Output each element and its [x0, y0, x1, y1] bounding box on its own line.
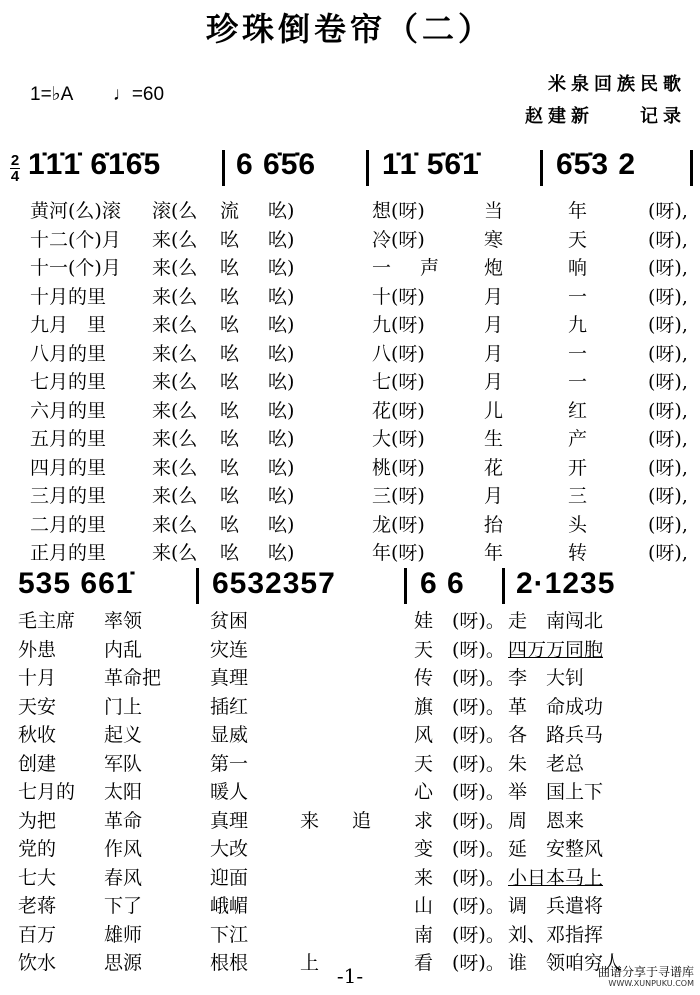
lyric-cell: 天安	[18, 695, 57, 718]
lyric-cell: (呀),	[648, 399, 688, 422]
lyric-cell: 九	[568, 314, 588, 336]
lyric-cell: (呀)。	[452, 752, 505, 775]
lyric-line	[0, 284, 700, 313]
lyric-cell: (呀),	[648, 285, 688, 308]
lyric-cell: (呀),	[648, 456, 688, 479]
lyric-cell: 吆)	[268, 542, 295, 564]
barline	[222, 150, 225, 186]
lyric-cell: (呀),	[648, 314, 688, 336]
lyric-cell: 作风	[104, 838, 143, 860]
lyric-cell: 五月的里	[30, 428, 107, 450]
lyric-cell: 滚(么	[152, 200, 198, 222]
lyric-cell: (呀),	[648, 542, 688, 564]
lyric-cell: (呀),	[648, 342, 688, 365]
lyric-cell: 真理	[210, 667, 249, 689]
lyric-cell: 吆)	[268, 257, 295, 279]
lyric-cell: 峨嵋	[210, 895, 249, 917]
lyric-cell: (呀)。	[452, 610, 505, 632]
lyric-cell: 来(么	[152, 228, 198, 251]
lyric-cell: 来(么	[152, 314, 198, 336]
lyric-line	[0, 779, 700, 808]
lyric-cell: 龙(呀)	[372, 513, 425, 536]
lyric-cell: 太阳	[104, 781, 143, 803]
lyric-cell: 生	[484, 428, 504, 450]
lyric-cell: 想(呀)	[372, 200, 425, 222]
lyric-cell: 月	[484, 285, 504, 308]
lyric-cell: 贫困	[210, 610, 249, 632]
lyric-cell: 革命把	[104, 667, 162, 689]
lyric-cell: 党的	[18, 838, 57, 860]
lyric-cell: 传	[414, 667, 434, 689]
lyric-cell: 第一	[210, 752, 249, 775]
lyric-cell: 迎面	[210, 866, 249, 889]
lyric-cell: 吆	[220, 342, 240, 365]
lyric-cell: 来	[300, 809, 320, 832]
lyric-cell: 年(呀)	[372, 542, 425, 564]
lyric-cell: (呀),	[648, 428, 688, 450]
lyric-cell: 四月的里	[30, 456, 107, 479]
lyric-cell: 天	[568, 228, 588, 251]
lyric-cell: 调 兵遣将	[508, 895, 604, 917]
lyric-cell: 黄河(么)滚	[30, 200, 121, 222]
lyric-line	[0, 865, 700, 894]
lyric-line	[0, 608, 700, 637]
lyric-line	[0, 426, 700, 455]
lyric-cell: 看	[414, 952, 434, 974]
lyric-cell: 七月的	[18, 781, 76, 803]
lyric-cell: 吆	[220, 285, 240, 308]
staff2-measure-4: 2·1235	[516, 567, 616, 600]
lyric-line	[0, 255, 700, 284]
lyric-cell: 花	[484, 456, 504, 479]
lyric-cell: 率领	[104, 610, 143, 632]
lyric-cell: 头	[568, 513, 588, 536]
lyric-cell: 来(么	[152, 399, 198, 422]
lyric-line	[0, 227, 700, 256]
lyric-cell: 朱 老总	[508, 752, 585, 775]
barline	[690, 150, 693, 186]
tempo-marking: ♩=60	[112, 84, 165, 105]
lyric-cell: 门上	[104, 695, 143, 718]
lyric-cell: 大改	[210, 838, 249, 860]
lyric-line	[0, 722, 700, 751]
lyric-cell: 风	[414, 724, 434, 746]
lyric-cell: (呀)。	[452, 838, 505, 860]
barline	[404, 568, 407, 604]
lyric-cell: 七大	[18, 866, 57, 889]
lyric-cell: 八月的里	[30, 342, 107, 365]
lyric-cell: 七(呀)	[372, 371, 425, 393]
lyric-cell: 月	[484, 485, 504, 507]
lyric-cell: 来(么	[152, 456, 198, 479]
lyric-line	[0, 369, 700, 398]
lyric-cell: 七月的里	[30, 371, 107, 393]
page-title: 珍珠倒卷帘（二）	[205, 10, 494, 48]
lyric-cell: (呀)。	[452, 781, 505, 803]
lyric-cell: (呀),	[648, 513, 688, 536]
lyric-cell: 吆	[220, 228, 240, 251]
lyric-cell: (呀),	[648, 371, 688, 393]
lyric-cell: 月	[484, 342, 504, 365]
lyric-cell: 产	[568, 428, 588, 450]
lyric-cell: (呀)。	[452, 895, 505, 917]
lyric-cell: 儿	[484, 399, 504, 422]
staff1-measure-3: 1̇1̇ 5̇6̇1̇	[382, 148, 480, 181]
lyric-cell: 吆	[220, 542, 240, 564]
lyric-cell: 吆	[220, 456, 240, 479]
lyric-cell: 延 安整风	[508, 838, 604, 860]
lyric-cell: 革命	[104, 809, 143, 832]
lyric-cell: 吆)	[268, 485, 295, 507]
lyric-cell: 吆	[220, 485, 240, 507]
lyric-cell: 创建	[18, 752, 57, 775]
lyric-cell: (呀)。	[452, 695, 505, 718]
lyric-cell: 吆)	[268, 399, 295, 422]
lyric-cell: 求	[414, 809, 434, 832]
lyric-cell: 吆	[220, 428, 240, 450]
lyric-cell: 吆)	[268, 200, 295, 222]
lyric-cell: 炮	[484, 257, 504, 279]
lyric-cell: 吆)	[268, 314, 295, 336]
lyric-cell: 当	[484, 200, 504, 222]
lyric-cell: 毛主席	[18, 610, 76, 632]
lyric-cell: 吆	[220, 257, 240, 279]
time-signature: 2 4	[10, 152, 20, 185]
lyric-cell: 吆)	[268, 513, 295, 536]
lyric-cell: 桃(呀)	[372, 456, 425, 479]
lyric-cell: 娃	[414, 610, 434, 632]
lyric-cell: 吆	[220, 314, 240, 336]
lyric-cell: 十月	[18, 667, 57, 689]
lyric-line	[0, 455, 700, 484]
lyric-cell: 来(么	[152, 542, 198, 564]
lyric-cell: (呀),	[648, 257, 688, 279]
lyric-cell: 李 大钊	[508, 667, 585, 689]
lyric-cell: 饮水	[18, 952, 57, 974]
lyric-cell: (呀),	[648, 485, 688, 507]
source-label: 米泉回族民歌	[548, 74, 686, 95]
lyric-cell: 秋收	[18, 724, 57, 746]
lyric-cell: 转	[568, 542, 588, 564]
lyric-line	[0, 893, 700, 922]
lyric-cell: 三	[568, 485, 588, 507]
lyric-cell: 来(么	[152, 257, 198, 279]
lyric-cell: 谁 领咱穷人	[508, 952, 623, 974]
barline	[196, 568, 199, 604]
staff1-measure-1: 1̇1̇1̇ 6̇1̇6̇5	[28, 148, 162, 181]
lyric-line	[0, 637, 700, 666]
lyric-cell: 插红	[210, 695, 249, 718]
lyric-cell: 吆)	[268, 285, 295, 308]
lyric-cell: 根根	[210, 952, 249, 974]
watermark: 曲谱分享于寻谱库 WWW.XUNPUKU.COM	[597, 965, 694, 988]
lyric-cell: 来(么	[152, 371, 198, 393]
lyric-cell: 南	[414, 923, 434, 946]
lyric-line	[0, 751, 700, 780]
lyric-cell: 雄师	[104, 923, 143, 946]
lyric-cell: 十月的里	[30, 285, 107, 308]
staff2-measure-3: 6 6	[420, 567, 465, 600]
page-number: -1-	[336, 964, 364, 988]
lyric-cell: (呀)。	[452, 866, 505, 889]
lyric-line	[0, 398, 700, 427]
lyric-line	[0, 483, 700, 512]
lyric-cell: 心	[414, 781, 434, 803]
lyric-cell: 外患	[18, 638, 57, 661]
lyric-cell: 一	[568, 342, 588, 365]
lyric-cell: 十(呀)	[372, 285, 425, 308]
lyric-cell: 一	[372, 257, 392, 279]
lyric-cell: 冷(呀)	[372, 228, 425, 251]
barline	[540, 150, 543, 186]
lyric-cell: 吆	[220, 513, 240, 536]
lyric-cell: 正月的里	[30, 542, 107, 564]
lyric-cell: 吆	[220, 399, 240, 422]
lyric-cell: 显威	[210, 724, 249, 746]
lyric-cell: (呀)。	[452, 952, 505, 974]
lyric-cell: 军队	[104, 752, 143, 775]
lyric-line	[0, 512, 700, 541]
staff1-measure-4: 6̇5̇3 2	[556, 148, 637, 181]
lyric-cell: 一	[568, 285, 588, 308]
lyric-cell: 刘、邓指挥	[508, 923, 604, 946]
lyric-cell: (呀)。	[452, 667, 505, 689]
lyric-cell: 来(么	[152, 285, 198, 308]
lyric-cell: 山	[414, 895, 434, 917]
lyric-cell: 小日本马上	[508, 866, 604, 889]
lyric-cell: 周 恩来	[508, 809, 585, 832]
lyric-cell: 天	[414, 752, 434, 775]
lyric-cell: 暖人	[210, 781, 249, 803]
lyric-cell: 吆)	[268, 342, 295, 365]
lyric-cell: 流	[220, 200, 240, 222]
lyric-cell: 四万万同胞	[508, 638, 604, 661]
lyric-cell: (呀)。	[452, 923, 505, 946]
lyric-cell: 月	[484, 371, 504, 393]
lyric-cell: 下江	[210, 923, 249, 946]
lyric-cell: 真理	[210, 809, 249, 832]
lyric-cell: 走 南闯北	[508, 610, 604, 632]
lyric-cell: 百万	[18, 923, 57, 946]
lyric-cell: 老蒋	[18, 895, 57, 917]
lyric-cell: 起义	[104, 724, 143, 746]
lyric-cell: 来(么	[152, 342, 198, 365]
lyric-cell: 开	[568, 456, 588, 479]
staff2-measure-2: 6532357	[212, 567, 336, 600]
lyric-cell: 变	[414, 838, 434, 860]
lyric-cell: 革 命成功	[508, 695, 604, 718]
lyric-cell: 吆)	[268, 456, 295, 479]
lyric-cell: 吆)	[268, 228, 295, 251]
lyric-line	[0, 836, 700, 865]
lyric-cell: 年	[484, 542, 504, 564]
lyric-cell: (呀),	[648, 200, 688, 222]
staff2-measure-1: 535 661̇	[18, 567, 134, 600]
lyric-cell: 旗	[414, 695, 434, 718]
lyric-cell: 春风	[104, 866, 143, 889]
lyric-cell: 寒	[484, 228, 504, 251]
lyric-cell: 声	[420, 257, 440, 279]
lyric-cell: 上	[300, 952, 320, 974]
lyric-cell: 吆)	[268, 371, 295, 393]
lyric-cell: 来	[414, 866, 434, 889]
lyric-cell: 三月的里	[30, 485, 107, 507]
lyric-cell: 十一(个)月	[30, 257, 121, 279]
lyric-cell: 响	[568, 257, 588, 279]
lyric-cell: 灾连	[210, 638, 249, 661]
lyric-cell: (呀)。	[452, 638, 505, 661]
lyric-cell: 花(呀)	[372, 399, 425, 422]
lyric-cell: 吆	[220, 371, 240, 393]
key-tempo	[30, 83, 164, 106]
lyric-line	[0, 341, 700, 370]
lyric-cell: 内乱	[104, 638, 143, 661]
lyric-cell: 一	[568, 371, 588, 393]
lyric-line	[0, 694, 700, 723]
lyric-cell: 十二(个)月	[30, 228, 121, 251]
lyric-cell: 六月的里	[30, 399, 107, 422]
lyric-cell: 来(么	[152, 513, 198, 536]
lyric-cell: 八(呀)	[372, 342, 425, 365]
lyric-cell: 二月的里	[30, 513, 107, 536]
lyric-cell: 月	[484, 314, 504, 336]
lyric-line	[0, 540, 700, 569]
recorder-label: 赵建新 记录	[525, 106, 686, 127]
lyric-cell: (呀)。	[452, 809, 505, 832]
lyric-cell: 下了	[104, 895, 143, 917]
lyric-cell: 追	[352, 809, 372, 832]
lyric-cell: 年	[568, 200, 588, 222]
lyric-cell: 大(呀)	[372, 428, 425, 450]
lyric-cell: 举 国上下	[508, 781, 604, 803]
lyric-cell: 思源	[104, 952, 143, 974]
lyric-cell: 抬	[484, 513, 504, 536]
lyric-cell: 九(呀)	[372, 314, 425, 336]
staff1-measure-2: 6 6̇5̇6	[236, 148, 317, 181]
lyric-cell: 吆)	[268, 428, 295, 450]
lyric-cell: 来(么	[152, 428, 198, 450]
lyric-cell: 各 路兵马	[508, 724, 604, 746]
lyric-line	[0, 808, 700, 837]
lyric-line	[0, 922, 700, 951]
lyric-cell: 三(呀)	[372, 485, 425, 507]
lyric-cell: (呀),	[648, 228, 688, 251]
lyric-cell: 为把	[18, 809, 57, 832]
lyric-cell: (呀)。	[452, 724, 505, 746]
barline	[366, 150, 369, 186]
lyric-line	[0, 665, 700, 694]
key-signature: 1=♭A	[30, 84, 73, 105]
barline	[502, 568, 505, 604]
lyric-cell: 红	[568, 399, 588, 422]
lyric-cell: 来(么	[152, 485, 198, 507]
lyric-cell: 天	[414, 638, 434, 661]
lyric-line	[0, 198, 700, 227]
lyric-cell: 九月 里	[30, 314, 107, 336]
lyric-line	[0, 312, 700, 341]
